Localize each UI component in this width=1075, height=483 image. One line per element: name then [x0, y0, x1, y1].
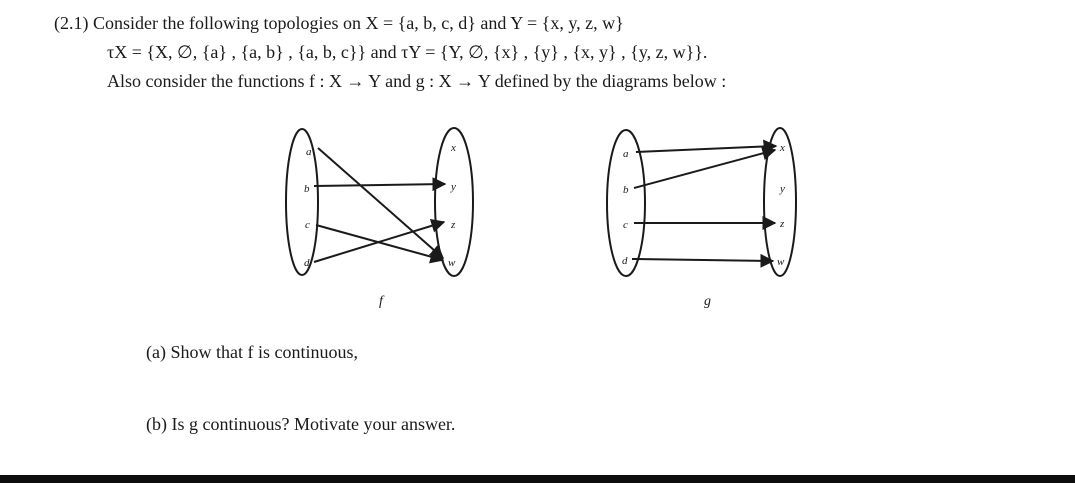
- bottom-border: [0, 475, 1075, 483]
- diagram-f: [286, 128, 473, 309]
- domain-label-a-f: a: [306, 146, 312, 158]
- diagram-label-f: f: [379, 294, 383, 309]
- question-b: (b) Is g continuous? Motivate your answer.: [146, 414, 456, 434]
- domain-label-b-g: b: [623, 184, 629, 196]
- codomain-label-x-f: x: [451, 142, 456, 154]
- arrow-f-b: [314, 184, 445, 186]
- domain-label-b-f: b: [304, 183, 310, 195]
- codomain-label-z-g: z: [780, 218, 785, 230]
- functions-line: Also consider the functions f : X → Y and g : X → Y defined by the diagrams below :: [107, 71, 727, 91]
- domain-label-d-g: d: [622, 255, 628, 267]
- domain-label-c-g: c: [623, 219, 628, 231]
- codomain-label-x-g: x: [780, 142, 785, 154]
- arrow-g-a: [636, 146, 776, 152]
- topologies-line: τX = {X, ∅, {a} , {a, b} , {a, b, c}} and τY = {Y, ∅, {x} , {y} , {x, y} , {y, z, w}}.: [107, 42, 708, 62]
- codomain-label-y-g: y: [780, 183, 785, 195]
- problem-intro-line: (2.1) Consider the following topologies on X = {a, b, c, d} and Y = {x, y, z, w}: [54, 13, 624, 33]
- codomain-label-z-f: z: [451, 219, 456, 231]
- arrow-g-b: [634, 150, 775, 188]
- domain-label-c-f: c: [305, 219, 310, 231]
- codomain-label-w-g: w: [777, 256, 785, 268]
- domain-oval-f: [286, 129, 318, 275]
- question-a: (a) Show that f is continuous,: [146, 342, 358, 362]
- codomain-label-y-f: y: [451, 181, 456, 193]
- codomain-label-w-f: w: [448, 257, 456, 269]
- domain-label-a-g: a: [623, 148, 629, 160]
- domain-label-d-f: d: [304, 257, 310, 269]
- diagram-g: [607, 128, 796, 309]
- diagram-label-g: g: [704, 294, 711, 309]
- arrow-g-d: [632, 259, 773, 261]
